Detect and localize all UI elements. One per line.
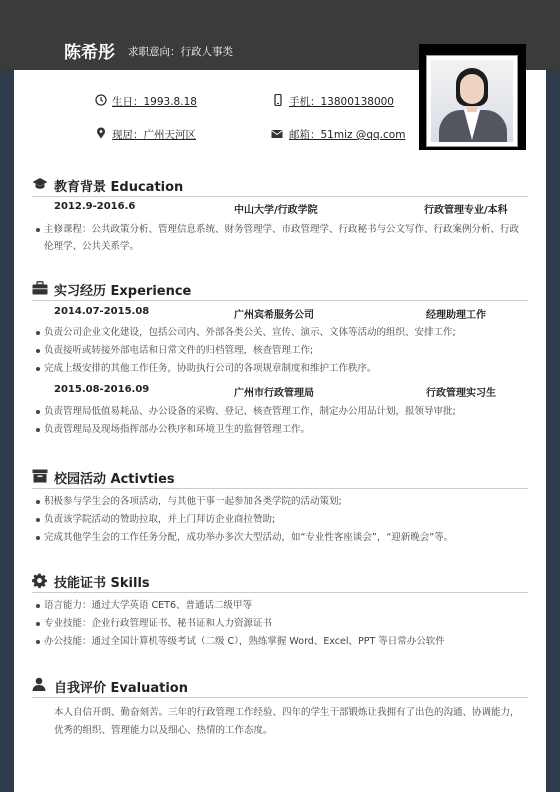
education-title: 教育背景 Education	[54, 180, 184, 195]
job-date: 2015.08-2016.09	[54, 384, 150, 395]
skill-item: 语言能力：通过大学英语 CET6、普通话二级甲等	[44, 597, 524, 614]
campus-item: 完成其他学生会的工作任务分配，成功举办多次大型活动，如“专业性客座谈会”，“迎新晚会”等。	[44, 529, 524, 546]
phone-field: 手机：13800138000	[289, 96, 394, 108]
campus-title: 校园活动 Activties	[54, 472, 175, 487]
education-courses: 主修课程：公共政策分析、管理信息系统、财务管理学、市政管理学、行政秘书与公文写作、行政案例分析、行政伦理学、公共关系学。	[44, 221, 524, 255]
job-duty: 负责公司企业文化建设，包括公司内、外部各类公关、宣传、演示、文体等活动的组织、安排工作;	[44, 324, 524, 341]
section-divider	[32, 300, 528, 301]
education-major: 行政管理专业/本科	[424, 205, 508, 216]
gear-icon	[32, 573, 47, 588]
evaluation-text: 本人自信开朗、勤奋刻苦。三年的行政管理工作经验、四年的学生干部锻炼让我拥有了出色的沟通、协调能力，优秀的组织、管理能力以及细心、热情的工作态度。	[54, 707, 520, 736]
skills-title: 技能证书 Skills	[54, 576, 150, 591]
skill-item: 办公技能：通过全国计算机等级考试（二级 C），熟练掌握 Word、Excel、PPT 等日常办公软件	[44, 633, 524, 650]
campus-item: 积极参与学生会的各项活动，与其他干事一起参加各类学院的活动策划;	[44, 493, 524, 510]
section-divider	[32, 196, 528, 197]
phone-icon	[272, 94, 284, 106]
job-position: 经理助理工作	[426, 310, 486, 321]
clock-icon	[95, 94, 107, 106]
birthday-field: 生日：1993.8.18	[112, 96, 197, 108]
section-divider	[32, 488, 528, 489]
portrait-image	[431, 60, 513, 142]
experience-title: 实习经历 Experience	[54, 284, 192, 299]
email-field: 邮箱：51miz @qq.com	[289, 129, 406, 141]
location-pin-icon	[95, 127, 107, 139]
campus-item: 负责该学院活动的赞助拉取，并上门拜访企业商拉赞助;	[44, 511, 524, 528]
job-duty: 负责管理局及现场指挥部办公秩序和环境卫生的监督管理工作。	[44, 421, 524, 438]
job-date: 2014.07-2015.08	[54, 306, 150, 317]
job-intent: 求职意向：行政人事类	[128, 46, 233, 58]
job-company: 广州宾希服务公司	[234, 310, 314, 321]
education-date: 2012.9-2016.6	[54, 201, 136, 212]
person-icon	[32, 677, 46, 691]
job-duty: 负责管理局低值易耗品、办公设备的采购、登记、核查管理工作，制定办公用品计划，报领导审批;	[44, 403, 524, 420]
briefcase-icon	[32, 281, 48, 295]
graduation-cap-icon	[32, 177, 48, 191]
education-school: 中山大学/行政学院	[234, 205, 318, 216]
job-company: 广州市行政管理局	[234, 388, 314, 399]
evaluation-title: 自我评价 Evaluation	[54, 681, 188, 696]
archive-box-icon	[32, 469, 48, 483]
location-field: 现居：广州天河区	[112, 129, 196, 141]
section-divider	[32, 697, 528, 698]
profile-photo	[426, 55, 518, 147]
skill-item: 专业技能：企业行政管理证书、秘书证和人力资源证书	[44, 615, 524, 632]
job-duty: 负责接听或转接外部电话和日常文件的归档管理，核查管理工作;	[44, 342, 524, 359]
section-divider	[32, 592, 528, 593]
job-duty: 完成上级安排的其他工作任务，协助执行公司的各项规章制度和维护工作秩序。	[44, 360, 524, 377]
email-icon	[271, 128, 283, 140]
candidate-name: 陈希彤	[64, 43, 115, 63]
job-position: 行政管理实习生	[426, 388, 496, 399]
